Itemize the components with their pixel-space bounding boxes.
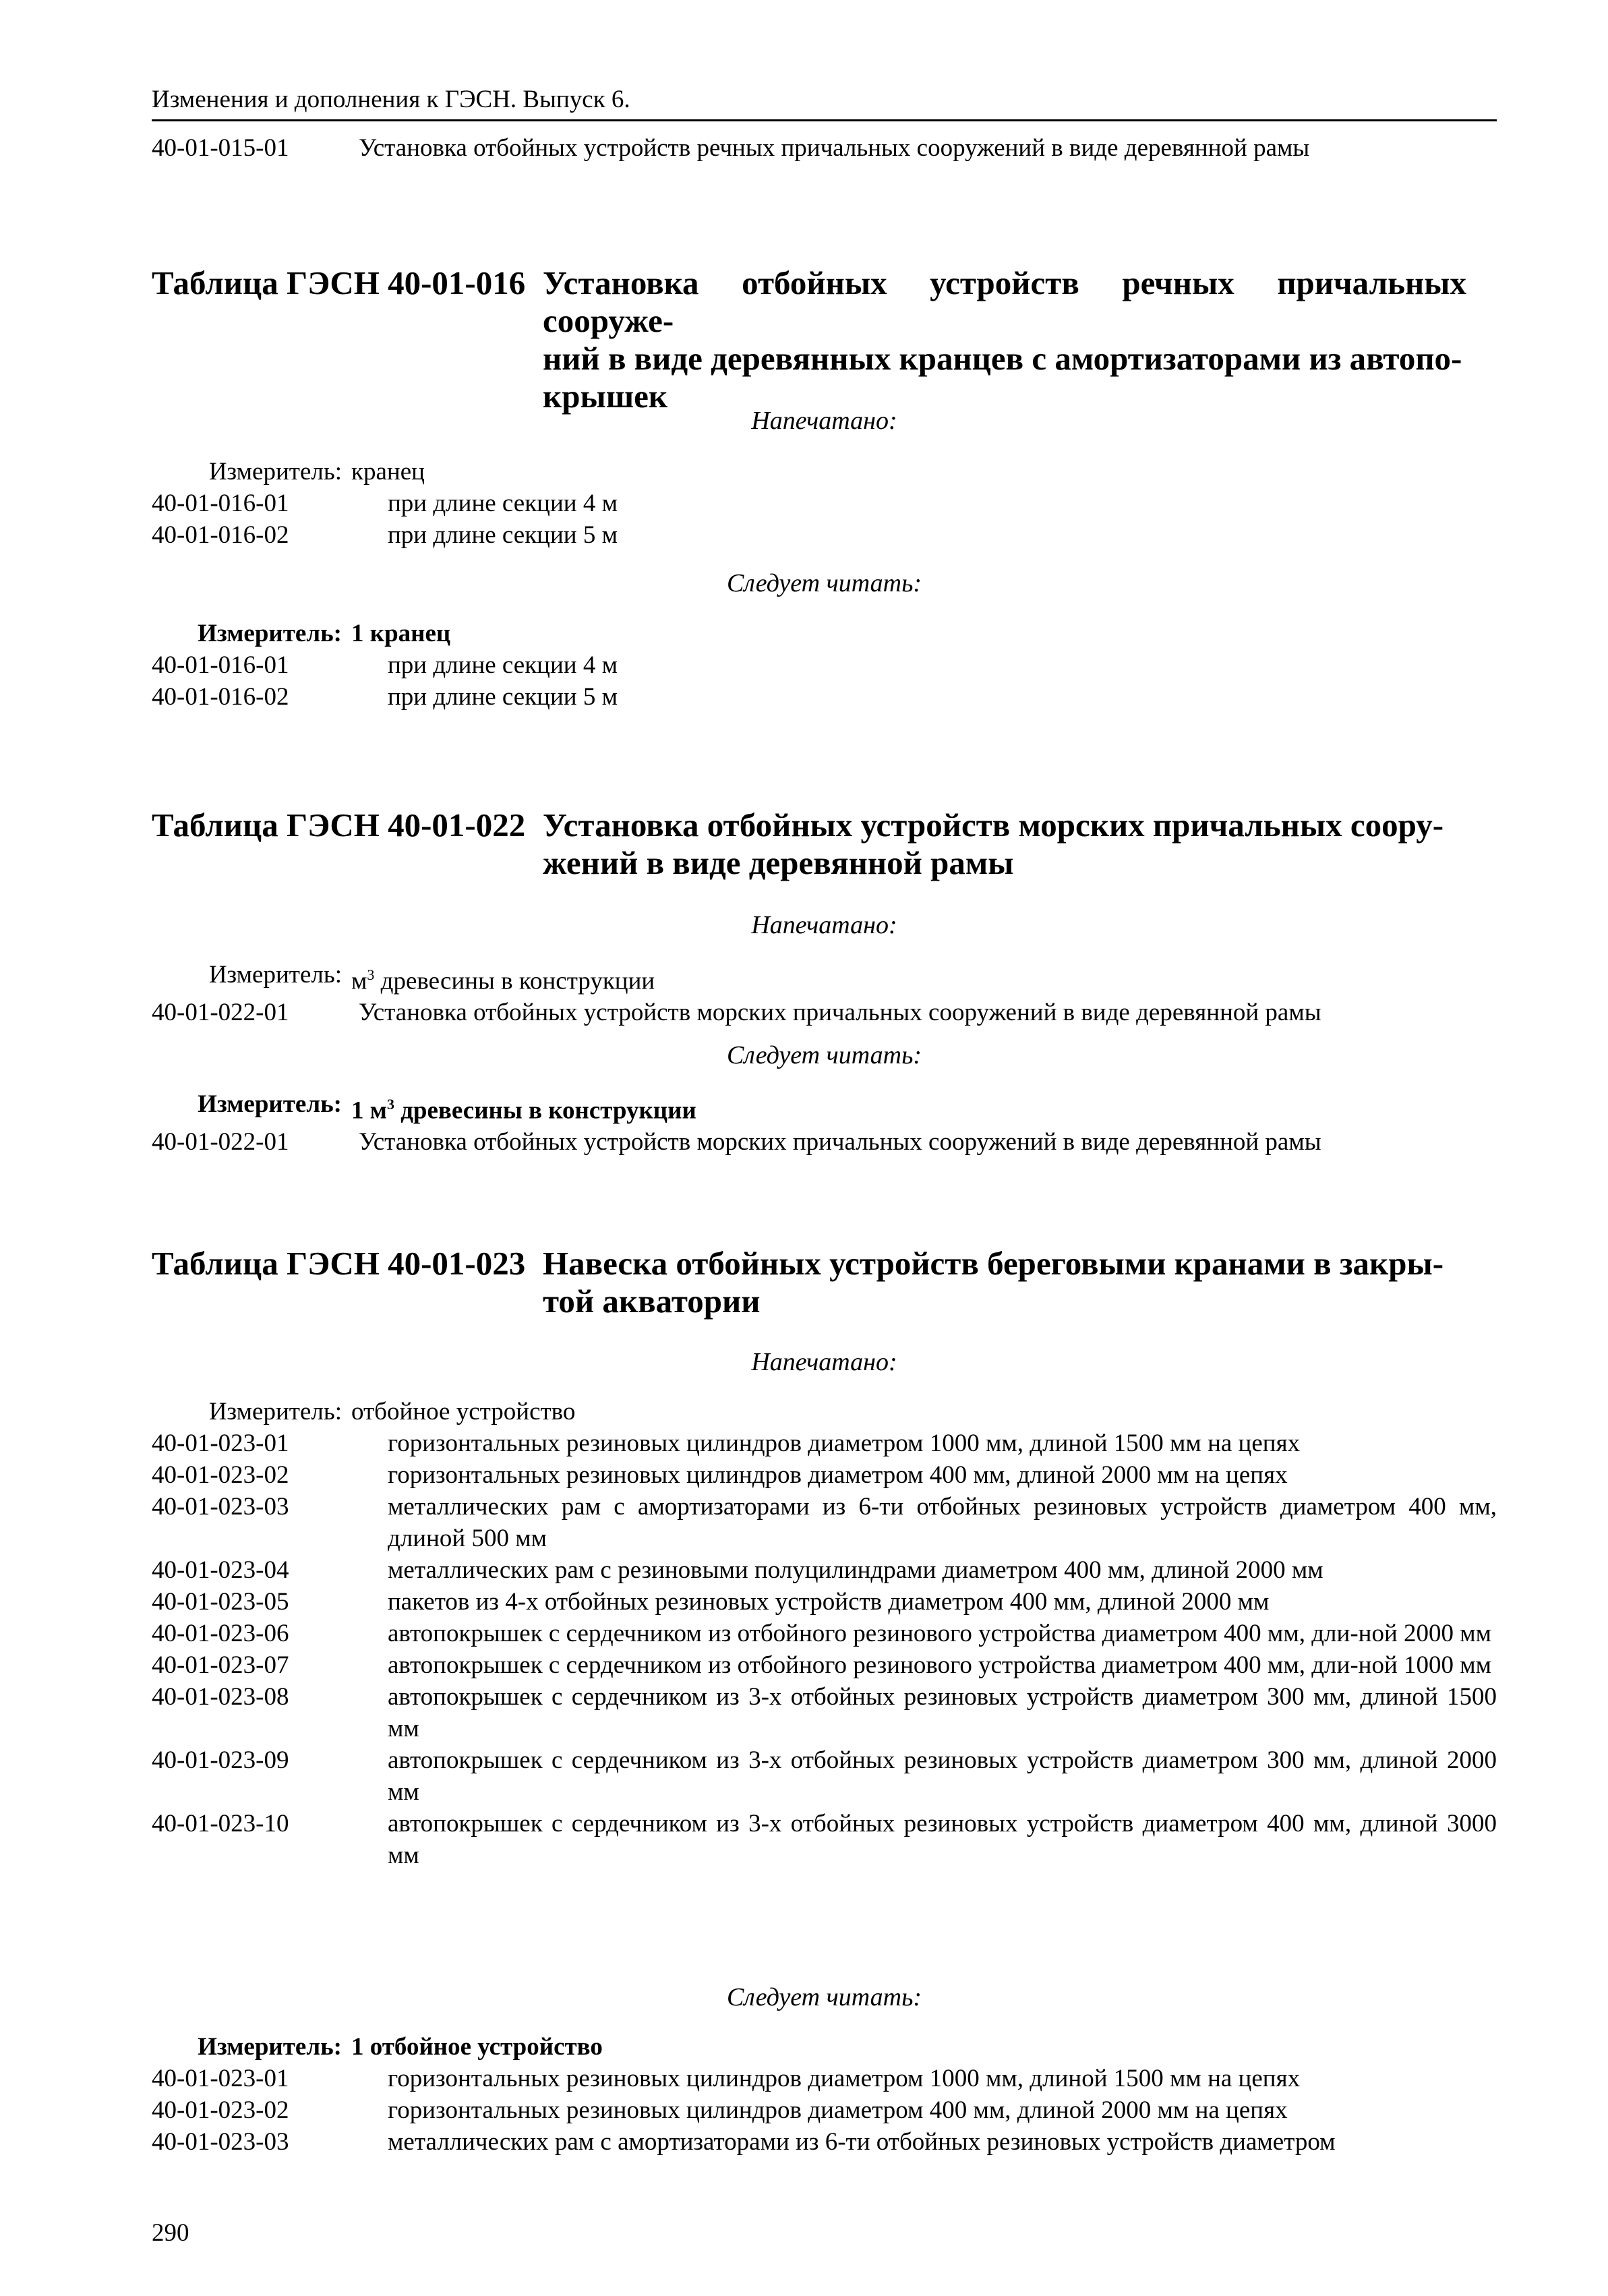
measure-line [152, 2031, 1497, 2063]
table-016-title-line1: Установка отбойных устройств речных причальных сооруже- [543, 264, 1466, 339]
measure-value: кранец [351, 458, 425, 485]
entry-code: 40-01-023-06 [152, 1620, 289, 1647]
measure-label: Измеритель: [198, 1090, 342, 1118]
entry-text: металлических рам с амортизаторами из 6-ти отбойных резиновых устройств диаметром [388, 2128, 1336, 2156]
running-header: Изменения и дополнения к ГЭСН. Выпуск 6. [152, 86, 630, 113]
list-item [152, 681, 1497, 713]
measure-line [152, 959, 1497, 997]
entry-code: 40-01-015-01 [152, 134, 289, 162]
entry-text: при длине секции 5 м [388, 521, 618, 549]
entry-code: 40-01-016-02 [152, 521, 289, 549]
entry-code: 40-01-023-08 [152, 1683, 289, 1711]
measure-label: Измеритель: [198, 2033, 342, 2061]
measure-label: Измеритель: [208, 961, 342, 989]
continued-entry [152, 134, 1497, 163]
measure-value: отбойное устройство [351, 1398, 576, 1425]
table-016-printed-label: Напечатано: [751, 407, 897, 435]
entry-code: 40-01-023-03 [152, 2128, 289, 2156]
list-item [152, 1681, 1497, 1744]
list-item [152, 488, 1497, 519]
list-item [152, 519, 1497, 551]
measure-line [152, 456, 1497, 488]
list-item [152, 2094, 1497, 2126]
entry-text: при длине секции 4 м [388, 651, 618, 679]
measure-label: Измеритель: [208, 458, 342, 485]
table-023-title-line1: Навеска отбойных устройств береговыми кранами в закры- [543, 1245, 1444, 1282]
measure-label: Измеритель: [198, 620, 342, 647]
list-item [152, 1427, 1497, 1459]
entry-text: Установка отбойных устройств речных причальных сооружений в виде деревянной рамы [359, 134, 1310, 162]
measure-line [152, 1088, 1497, 1126]
table-023-should-read-label: Следует читать: [726, 1983, 922, 2011]
entry-code: 40-01-023-01 [152, 1430, 289, 1457]
table-016-title-line3: крышек [543, 378, 668, 415]
measure-line [152, 618, 1497, 649]
entry-code: 40-01-016-01 [152, 490, 289, 517]
list-item [152, 1586, 1497, 1618]
entry-code: 40-01-023-02 [152, 1461, 289, 1489]
measure-value: 1 кранец [351, 620, 451, 647]
table-016-read-block [152, 618, 1497, 713]
entry-text: горизонтальных резиновых цилиндров диаметром 400 мм, длиной 2000 мм на цепях [388, 2096, 1288, 2124]
entry-text: горизонтальных резиновых цилиндров диаметром 1000 мм, длиной 1500 мм на цепях [388, 1430, 1301, 1457]
table-022-title [152, 806, 1466, 882]
list-item [152, 997, 1497, 1028]
list-item [152, 1618, 1497, 1649]
list-item [152, 649, 1497, 681]
entry-code: 40-01-022-01 [152, 999, 289, 1027]
list-item [152, 1744, 1497, 1808]
table-023-printed-block [152, 1396, 1497, 1871]
entry-text: металлических рам с резиновыми полуцилиндрами диаметром 400 мм, длиной 2000 мм [388, 1556, 1323, 1584]
entry-code: 40-01-023-04 [152, 1556, 289, 1584]
entry-text: автопокрышек с сердечником из 3-х отбойных резиновых устройств диаметром 400 мм, длиной 3000 мм [388, 1810, 1497, 1869]
table-016-title-line2: ний в виде деревянных кранцев с амортизаторами из автопо- [543, 340, 1462, 377]
measure-line [152, 1396, 1497, 1427]
table-023-title-line2: той акватории [543, 1283, 761, 1320]
list-item [152, 2063, 1497, 2094]
list-item [152, 1649, 1497, 1681]
entry-code: 40-01-016-01 [152, 651, 289, 679]
measure-value: 1 $м^3$ древесины в конструкции [351, 1096, 696, 1125]
entry-text: при длине секции 4 м [388, 490, 618, 517]
entry-text: автопокрышек с сердечником из отбойного резинового устройства диаметром 400 мм, дли-ной 2000 мм [388, 1620, 1492, 1647]
table-016-should-read-label: Следует читать: [726, 569, 922, 597]
entry-code: 40-01-023-07 [152, 1651, 289, 1679]
table-016-printed-block [152, 456, 1497, 551]
table-022-should-read-label: Следует читать: [726, 1041, 922, 1069]
entry-code: 40-01-022-01 [152, 1128, 289, 1156]
entry-text: при длине секции 5 м [388, 683, 618, 711]
header-rule [152, 119, 1497, 121]
entry-code: 40-01-023-02 [152, 2096, 289, 2124]
table-022-title-prefix: Таблица ГЭСН 40-01-022 [152, 806, 526, 844]
table-022-printed-label: Напечатано: [751, 911, 897, 939]
list-item [152, 1459, 1497, 1491]
table-016-title [152, 264, 1466, 415]
measure-label: Измеритель: [208, 1398, 342, 1425]
table-022-printed-block [152, 959, 1497, 1028]
list-item [152, 1554, 1497, 1586]
table-016-title-prefix: Таблица ГЭСН 40-01-016 [152, 264, 526, 301]
page-number: 290 [152, 2219, 189, 2247]
measure-value: $м^3$ древесины в конструкции [351, 966, 655, 995]
entry-text: пакетов из 4-х отбойных резиновых устройств диаметром 400 мм, длиной 2000 мм [388, 1588, 1270, 1616]
table-022-title-line1: Установка отбойных устройств морских причальных соору- [543, 806, 1444, 844]
entry-text: Установка отбойных устройств морских причальных сооружений в виде деревянной рамы [359, 999, 1321, 1027]
entry-text: горизонтальных резиновых цилиндров диаметром 1000 мм, длиной 1500 мм на цепях [388, 2065, 1301, 2092]
entry-code: 40-01-023-03 [152, 1493, 289, 1521]
table-023-title-prefix: Таблица ГЭСН 40-01-023 [152, 1245, 526, 1282]
table-023-title [152, 1245, 1466, 1320]
list-item [152, 1126, 1497, 1158]
entry-code: 40-01-023-09 [152, 1746, 289, 1774]
entry-text: горизонтальных резиновых цилиндров диаметром 400 мм, длиной 2000 мм на цепях [388, 1461, 1288, 1489]
entry-text: автопокрышек с сердечником из 3-х отбойных резиновых устройств диаметром 300 мм, длиной 1500 мм [388, 1683, 1497, 1742]
entry-text: автопокрышек с сердечником из отбойного резинового устройства диаметром 400 мм, дли-ной 1000 мм [388, 1651, 1492, 1679]
entry-code: 40-01-023-05 [152, 1588, 289, 1616]
entry-text: Установка отбойных устройств морских причальных сооружений в виде деревянной рамы [359, 1128, 1321, 1156]
measure-value: 1 отбойное устройство [351, 2033, 603, 2061]
entry-text: металлических рам с амортизаторами из 6-ти отбойных резиновых устройств диаметром 400 мм, длиной 500 мм [388, 1493, 1497, 1552]
entry-code: 40-01-016-02 [152, 683, 289, 711]
entry-code: 40-01-023-10 [152, 1810, 289, 1837]
entry-code: 40-01-023-01 [152, 2065, 289, 2092]
table-023-printed-label: Напечатано: [751, 1348, 897, 1376]
entry-text: автопокрышек с сердечником из 3-х отбойных резиновых устройств диаметром 300 мм, длиной 2000 мм [388, 1746, 1497, 1806]
table-022-title-line2: жений в виде деревянной рамы [543, 844, 1014, 881]
list-item [152, 1808, 1497, 1871]
table-023-read-block [152, 2031, 1497, 2158]
list-item [152, 2126, 1497, 2158]
table-022-read-block [152, 1088, 1497, 1158]
list-item [152, 1491, 1497, 1554]
